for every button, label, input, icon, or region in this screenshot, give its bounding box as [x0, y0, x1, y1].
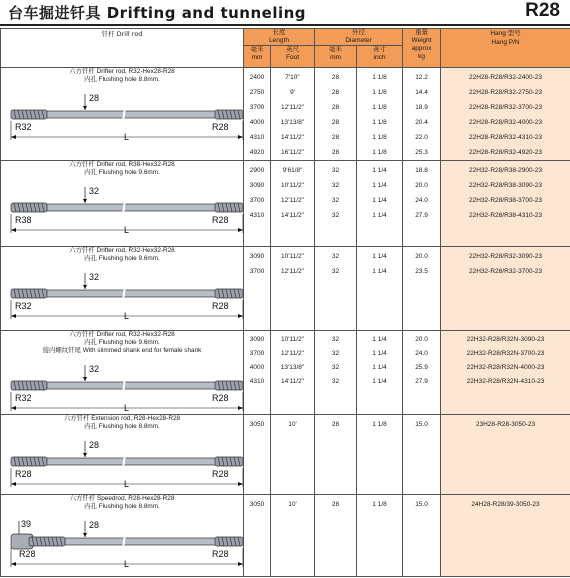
diameter-mm-value: 28: [331, 134, 340, 141]
length-ft-header: 英尺 Foot: [271, 46, 315, 68]
diameter-mm-value: 32: [331, 253, 340, 260]
hang-pn-value: 22H32-R28/R32N-4000-23: [466, 364, 545, 371]
length-ft-value: 13'13/8": [280, 364, 305, 371]
spec-table: [0, 28, 570, 577]
weight-kg-cell: [403, 415, 441, 495]
diameter-dimension: [83, 521, 87, 537]
hang-pn-value: 22H32-R28/R38-4310-23: [469, 212, 543, 219]
weight-kg-value: 12.2: [415, 74, 428, 81]
weight-header: 重量 Weight approx kg: [403, 29, 441, 68]
left-thread-label: R28: [15, 469, 32, 479]
weight-kg-value: 14.4: [415, 89, 428, 96]
weight-kg-value: 23.5: [415, 268, 428, 275]
length-mm-value: 3050: [249, 501, 265, 508]
length-ft-value: 12'11/2": [281, 350, 304, 357]
length-mm-value: 3700: [249, 104, 265, 111]
diameter-inch-value: 1 1/4: [372, 364, 387, 371]
weight-kg-value: 15.0: [415, 421, 428, 428]
length-mm-cell: [244, 161, 271, 247]
weight-kg-cell: [403, 495, 441, 577]
diameter-inch-value: 1 1/8: [372, 421, 387, 428]
left-thread-label: R32: [15, 393, 32, 403]
right-thread-label: R28: [212, 393, 229, 403]
length-mm-value: 2400: [249, 74, 265, 81]
diameter-mm-value: 32: [331, 197, 340, 204]
diameter-inch-cell: [357, 161, 403, 247]
diameter-inch-value: 1 1/8: [372, 104, 387, 111]
rod-body: [11, 107, 243, 122]
product-description: [1, 495, 244, 577]
length-mm-value: 4000: [249, 364, 265, 371]
diameter-inch-value: 1 1/4: [372, 378, 387, 385]
length-label: L: [124, 132, 130, 142]
length-ft-value: 16'11/2": [281, 149, 304, 156]
hang-pn-value: 22H32-R28/R32N-3700-23: [466, 350, 545, 357]
length-header: 长度 Length: [244, 29, 315, 46]
diameter-inch-value: 1 1/4: [372, 253, 387, 260]
diameter-inch-value: 1 1/4: [372, 212, 387, 219]
diameter-mm-cell: [315, 495, 357, 577]
diameter-mm-value: 32: [331, 182, 340, 189]
length-ft-value: 10'11/2": [281, 336, 304, 343]
description-line: 六方钎杆 Drifter rod, R38-Hex32-R28: [69, 161, 175, 168]
length-mm-cell: [244, 247, 271, 331]
weight-kg-value: 20.0: [415, 336, 428, 343]
length-ft-value: 10'11/2": [281, 182, 304, 189]
drill-rod-heading: 钎杆 Drill rod: [1, 29, 244, 68]
product-row: [1, 495, 570, 577]
diameter-header: 外径 Diameter: [315, 29, 403, 46]
diameter-inch-value: 1 1/4: [372, 182, 387, 189]
diameter-mm-value: 32: [331, 350, 340, 357]
hang-pn-value: 22H32-R28/R32-3700-23: [469, 268, 543, 275]
length-label: L: [124, 479, 130, 489]
weight-kg-value: 15.0: [415, 501, 428, 508]
length-mm-value: 3090: [249, 253, 265, 260]
rod-body: [11, 286, 243, 301]
length-mm-value: 2750: [249, 89, 265, 96]
length-ft-cell: [271, 247, 315, 331]
length-ft-value: 14'11/2": [281, 134, 304, 141]
diameter-inch-header: 英寸 inch: [357, 46, 403, 68]
length-mm-value: 2900: [249, 167, 265, 174]
length-ft-value: 9': [290, 89, 295, 96]
rod-drawing: [7, 92, 247, 148]
length-mm-value: 4310: [249, 134, 265, 141]
description-line: 内孔 Flushing hole 8.8mm.: [84, 423, 160, 430]
length-mm-value: 4920: [249, 149, 265, 156]
diameter-inch-cell: [357, 68, 403, 161]
length-mm-value: 3090: [249, 336, 265, 343]
length-mm-value: 3090: [249, 182, 265, 189]
weight-kg-value: 25.3: [415, 149, 428, 156]
diameter-inch-value: 1 1/8: [372, 149, 387, 156]
product-row: [1, 247, 570, 331]
diameter-inch-value: 1 1/8: [372, 74, 387, 81]
length-label: L: [124, 225, 130, 235]
hang-pn-value: 22H28-R28/R32-2750-23: [469, 89, 543, 96]
hang-pn-cell: [441, 415, 570, 495]
left-thread-label: R28: [19, 549, 36, 559]
length-mm-value: 3700: [249, 350, 265, 357]
diameter-mm-cell: [315, 161, 357, 247]
diameter-label: 32: [89, 272, 100, 282]
weight-kg-value: 25.9: [415, 364, 428, 371]
hang-pn-value: 22H28-R28/R32-4000-23: [469, 119, 543, 126]
product-row: [1, 415, 570, 495]
rod-drawing: [7, 185, 247, 241]
length-mm-cell: [244, 68, 271, 161]
diameter-inch-value: 1 1/4: [372, 268, 387, 275]
diameter-dimension: [83, 441, 87, 457]
diameter-inch-cell: [357, 495, 403, 577]
right-thread-label: R28: [212, 122, 229, 132]
description-line: 六方钎杆 Drifter rod, R32-Hex32-R28: [69, 247, 175, 254]
length-label: L: [124, 559, 130, 569]
diameter-dimension: [83, 94, 87, 110]
left-thread-label: R32: [15, 122, 32, 132]
weight-kg-value: 24.0: [415, 197, 428, 204]
length-mm-value: 4000: [249, 119, 265, 126]
length-ft-value: 7'10": [285, 74, 300, 81]
rod-drawing: [7, 519, 247, 575]
length-ft-cell: [271, 331, 315, 415]
hang-pn-value: 24H28-R28/39-3050-23: [471, 501, 540, 508]
weight-kg-cell: [403, 161, 441, 247]
right-thread-label: R28: [212, 549, 229, 559]
title-divider: [0, 24, 570, 26]
diameter-label: 28: [89, 520, 100, 530]
diameter-inch-value: 1 1/8: [372, 119, 387, 126]
weight-kg-value: 27.9: [415, 212, 428, 219]
hang-pn-value: 22H32-R28/R38-2900-23: [469, 167, 543, 174]
diameter-mm-value: 28: [331, 89, 340, 96]
diameter-label: 32: [89, 186, 100, 196]
length-ft-value: 9'61/8": [282, 167, 303, 174]
length-ft-value: 12'11/2": [281, 197, 304, 204]
diameter-inch-cell: [357, 247, 403, 331]
diameter-mm-value: 28: [331, 104, 340, 111]
weight-kg-value: 27.9: [415, 378, 428, 385]
title-bar: [0, 0, 570, 26]
hang-pn-value: 22H28-R28/R32-2400-23: [469, 74, 543, 81]
length-ft-value: 10'11/2": [281, 253, 304, 260]
length-ft-value: 14'11/2": [281, 378, 304, 385]
description-line: 内孔 Flushing hole 9.6mm.: [84, 169, 160, 176]
diameter-label: 28: [89, 440, 100, 450]
length-ft-value: 10': [288, 501, 297, 508]
description-line: 六方钎杆 Speedrod, R28-Hex28-R28: [69, 495, 175, 502]
hang-pn-header: Hang 型号 Hang P/N: [441, 29, 570, 68]
length-mm-value: 3700: [249, 268, 265, 275]
product-description: [1, 247, 244, 331]
hang-pn-value: 22H28-R28/R32-4310-23: [469, 134, 543, 141]
diameter-label: 32: [89, 364, 100, 374]
hang-pn-value: 22H32-R28/R32N-3090-23: [466, 336, 545, 343]
diameter-mm-cell: [315, 68, 357, 161]
length-ft-cell: [271, 68, 315, 161]
weight-kg-value: 18.9: [415, 104, 428, 111]
weight-kg-value: 20.0: [415, 182, 428, 189]
rod-body: [11, 454, 243, 469]
diameter-inch-value: 1 1/8: [372, 89, 387, 96]
left-thread-label: R38: [15, 215, 32, 225]
diameter-inch-value: 1 1/4: [372, 336, 387, 343]
diameter-inch-value: 1 1/8: [372, 501, 387, 508]
diameter-mm-value: 32: [331, 167, 340, 174]
diameter-inch-value: 1 1/4: [372, 167, 387, 174]
hang-pn-value: 22H32-R28/R38-3090-23: [469, 182, 543, 189]
diameter-mm-value: 32: [331, 378, 340, 385]
diameter-label: 28: [89, 93, 100, 103]
length-mm-value: 3700: [249, 197, 265, 204]
length-ft-value: 14'11/2": [281, 212, 304, 219]
rod-drawing: [7, 439, 247, 495]
diameter-inch-cell: [357, 331, 403, 415]
weight-kg-cell: [403, 247, 441, 331]
length-mm-value: 4310: [249, 212, 265, 219]
length-ft-cell: [271, 161, 315, 247]
product-description: [1, 68, 244, 161]
diameter-mm-value: 28: [331, 74, 340, 81]
left-thread-label: R32: [15, 301, 32, 311]
hang-pn-value: 23H28-R28-3050-23: [475, 421, 536, 428]
rod-drawing: [7, 271, 247, 327]
diameter-inch-value: 1 1/4: [372, 197, 387, 204]
description-line: 内孔 Flushing hole 9.6mm.: [84, 255, 160, 262]
length-ft-value: 10': [288, 421, 297, 428]
diameter-mm-value: 28: [331, 149, 340, 156]
diameter-mm-value: 32: [331, 364, 340, 371]
diameter-mm-cell: [315, 331, 357, 415]
hang-pn-value: 22H28-R28/R32-3700-23: [469, 104, 543, 111]
description-line: 内孔 Flushing hole 9.6mm.: [84, 339, 160, 346]
description-line: 内孔 Flushing hole 8.8mm.: [84, 503, 160, 510]
diameter-mm-header: 毫米 mm: [315, 46, 357, 68]
weight-kg-value: 20.0: [415, 253, 428, 260]
length-ft-value: 12'11/2": [281, 104, 304, 111]
diameter-mm-value: 28: [331, 119, 340, 126]
product-description: [1, 331, 244, 415]
diameter-mm-value: 28: [331, 421, 340, 428]
right-thread-label: R28: [212, 215, 229, 225]
weight-kg-value: 20.4: [415, 119, 428, 126]
product-row: [1, 68, 570, 161]
shank-diameter-label: 39: [21, 519, 32, 529]
page-title: 台车掘进钎具 Drifting and tunneling: [8, 4, 307, 22]
diameter-mm-value: 32: [331, 212, 340, 219]
product-description: [1, 161, 244, 247]
hang-pn-value: 22H32-R28/R38-3700-23: [469, 197, 543, 204]
rod-body: [11, 378, 243, 393]
hang-pn-cell: [441, 331, 570, 415]
rod-body: [11, 534, 243, 549]
length-mm-cell: [244, 331, 271, 415]
hang-pn-cell: [441, 161, 570, 247]
weight-kg-cell: [403, 68, 441, 161]
length-ft-cell: [271, 415, 315, 495]
diameter-mm-cell: [315, 415, 357, 495]
length-mm-cell: [244, 415, 271, 495]
description-line: 内孔 Flushing hole 8.8mm.: [84, 76, 160, 83]
description-line: 六方钎杆 Extension rod, R28-Hex28-R28: [63, 415, 181, 422]
diameter-dimension: [83, 365, 87, 381]
hang-pn-value: 22H32-R28/R32N-4310-23: [466, 378, 545, 385]
diameter-mm-value: 28: [331, 501, 340, 508]
length-mm-value: 3050: [249, 421, 265, 428]
weight-kg-value: 22.0: [415, 134, 428, 141]
length-mm-cell: [244, 495, 271, 577]
hang-pn-value: 22H28-R28/R32-4920-23: [469, 149, 543, 156]
description-line: 六方钎杆 Drifter rod, R32-Hex28-R28: [69, 68, 175, 75]
length-ft-cell: [271, 495, 315, 577]
diameter-mm-value: 32: [331, 268, 340, 275]
length-mm-header: 毫米 mm: [244, 46, 271, 68]
description-line: 接内螺纹钎尾 With slimmed shank end for female shank: [42, 347, 202, 354]
rod-drawing: [7, 363, 247, 419]
weight-kg-cell: [403, 331, 441, 415]
diameter-inch-value: 1 1/8: [372, 134, 387, 141]
product-row: [1, 331, 570, 415]
description-line: 六方钎杆 Drifter rod, R32-Hex32-R28: [69, 331, 175, 338]
diameter-mm-cell: [315, 247, 357, 331]
diameter-inch-value: 1 1/4: [372, 350, 387, 357]
right-thread-label: R28: [212, 301, 229, 311]
hang-pn-cell: [441, 247, 570, 331]
hang-pn-value: 22H32-R28/R32-3090-23: [469, 253, 543, 260]
length-ft-value: 13'13/8": [280, 119, 305, 126]
weight-kg-value: 24.0: [415, 350, 428, 357]
product-description: [1, 415, 244, 495]
product-row: [1, 161, 570, 247]
length-label: L: [124, 403, 130, 413]
model-label: R28: [525, 0, 560, 21]
diameter-dimension: [83, 187, 87, 203]
diameter-inch-cell: [357, 415, 403, 495]
hang-pn-cell: [441, 68, 570, 161]
right-thread-label: R28: [212, 469, 229, 479]
diameter-dimension: [83, 273, 87, 289]
rod-body: [11, 200, 243, 215]
diameter-mm-value: 32: [331, 336, 340, 343]
hang-pn-cell: [441, 495, 570, 577]
length-label: L: [124, 311, 130, 321]
weight-kg-value: 18.8: [415, 167, 428, 174]
length-mm-value: 4310: [249, 378, 265, 385]
length-ft-value: 12'11/2": [281, 268, 304, 275]
